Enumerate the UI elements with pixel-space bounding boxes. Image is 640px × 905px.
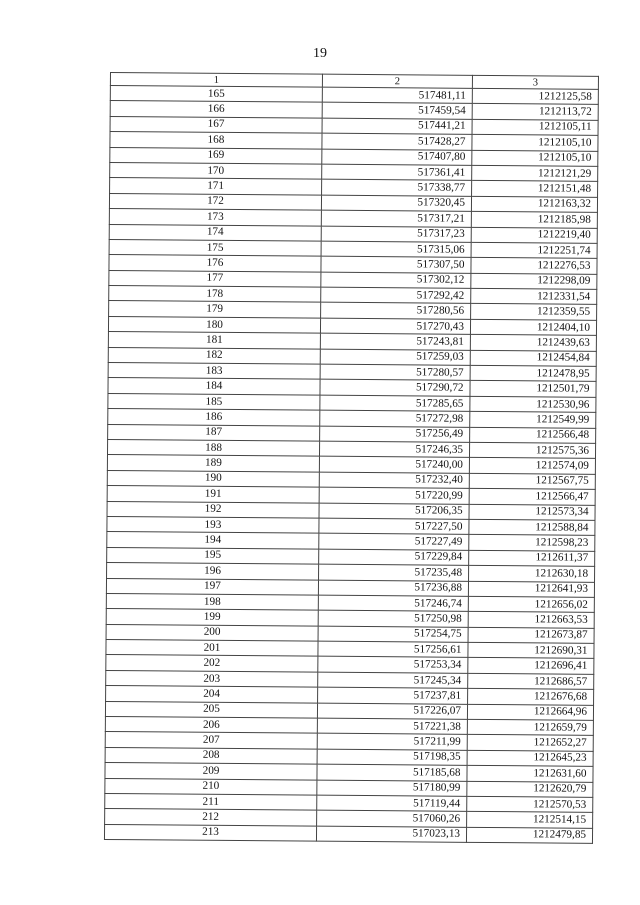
cell-point-number: 186	[108, 409, 320, 426]
cell-x-coordinate: 517220,99	[319, 487, 469, 504]
cell-x-coordinate: 517338,77	[322, 180, 472, 197]
cell-point-number: 180	[108, 316, 320, 333]
cell-x-coordinate: 517211,99	[317, 734, 467, 751]
cell-y-coordinate: 1212105,10	[472, 150, 598, 166]
cell-point-number: 204	[106, 686, 318, 703]
cell-x-coordinate: 517428,27	[322, 133, 472, 150]
cell-y-coordinate: 1212298,09	[471, 273, 597, 289]
cell-x-coordinate: 517270,43	[320, 318, 470, 335]
cell-point-number: 191	[107, 486, 319, 503]
cell-y-coordinate: 1212185,98	[471, 211, 597, 227]
cell-x-coordinate: 517235,48	[319, 564, 469, 581]
cell-y-coordinate: 1212574,09	[469, 458, 595, 474]
cell-y-coordinate: 1212404,10	[470, 319, 596, 335]
cell-y-coordinate: 1212478,95	[470, 365, 596, 381]
cell-point-number: 203	[106, 670, 318, 687]
cell-point-number: 177	[109, 270, 321, 287]
cell-point-number: 185	[108, 393, 320, 410]
cell-x-coordinate: 517272,98	[320, 410, 470, 427]
cell-x-coordinate: 517256,49	[320, 426, 470, 443]
cell-x-coordinate: 517198,35	[317, 749, 467, 766]
cell-x-coordinate: 517246,74	[318, 595, 468, 612]
cell-x-coordinate: 517292,42	[321, 287, 471, 304]
cell-y-coordinate: 1212113,72	[472, 104, 598, 120]
cell-x-coordinate: 517317,21	[321, 210, 471, 227]
cell-y-coordinate: 1212105,10	[472, 135, 598, 151]
cell-point-number: 206	[105, 716, 317, 733]
cell-point-number: 182	[108, 347, 320, 364]
cell-point-number: 212	[105, 809, 317, 826]
cell-point-number: 189	[107, 455, 319, 472]
cell-y-coordinate: 1212598,23	[469, 535, 595, 551]
cell-x-coordinate: 517259,03	[320, 349, 470, 366]
cell-y-coordinate: 1212566,48	[470, 427, 596, 443]
cell-x-coordinate: 517243,81	[320, 333, 470, 350]
cell-y-coordinate: 1212690,31	[468, 642, 594, 658]
cell-point-number: 183	[108, 363, 320, 380]
cell-y-coordinate: 1212673,87	[468, 627, 594, 643]
cell-point-number: 202	[106, 655, 318, 672]
cell-y-coordinate: 1212331,54	[471, 288, 597, 304]
cell-point-number: 173	[109, 209, 321, 226]
cell-x-coordinate: 517290,72	[320, 380, 470, 397]
cell-y-coordinate: 1212630,18	[469, 565, 595, 581]
cell-x-coordinate: 517226,07	[317, 703, 467, 720]
cell-x-coordinate: 517407,80	[322, 149, 472, 166]
cell-x-coordinate: 517236,88	[318, 580, 468, 597]
cell-point-number: 181	[108, 332, 320, 349]
cell-point-number: 194	[107, 532, 319, 549]
cell-x-coordinate: 517245,34	[318, 672, 468, 689]
cell-point-number: 171	[110, 178, 322, 195]
cell-x-coordinate: 517280,56	[321, 303, 471, 320]
cell-point-number: 176	[109, 255, 321, 272]
cell-x-coordinate: 517250,98	[318, 610, 468, 627]
cell-y-coordinate: 1212663,53	[468, 612, 594, 628]
cell-y-coordinate: 1212611,37	[469, 550, 595, 566]
cell-x-coordinate: 517307,50	[321, 256, 471, 273]
cell-point-number: 178	[109, 286, 321, 303]
cell-y-coordinate: 1212121,29	[472, 165, 598, 181]
cell-x-coordinate: 517119,44	[317, 795, 467, 812]
cell-y-coordinate: 1212656,02	[468, 596, 594, 612]
cell-y-coordinate: 1212645,23	[467, 750, 593, 766]
cell-y-coordinate: 1212641,93	[468, 581, 594, 597]
cell-x-coordinate: 517185,68	[317, 764, 467, 781]
cell-point-number: 188	[107, 439, 319, 456]
cell-point-number: 195	[107, 547, 319, 564]
cell-y-coordinate: 1212567,75	[469, 473, 595, 489]
cell-x-coordinate: 517254,75	[318, 626, 468, 643]
cell-x-coordinate: 517246,35	[319, 441, 469, 458]
page-number: 19	[313, 46, 327, 61]
cell-y-coordinate: 1212454,84	[470, 350, 596, 366]
cell-y-coordinate: 1212659,79	[467, 719, 593, 735]
cell-point-number: 168	[110, 132, 322, 149]
cell-x-coordinate: 517481,11	[322, 87, 472, 104]
cell-y-coordinate: 1212588,84	[469, 519, 595, 535]
cell-point-number: 190	[107, 470, 319, 487]
cell-point-number: 172	[109, 193, 321, 210]
cell-y-coordinate: 1212566,47	[469, 488, 595, 504]
cell-point-number: 193	[107, 516, 319, 533]
cell-x-coordinate: 517285,65	[320, 395, 470, 412]
cell-y-coordinate: 1212573,34	[469, 504, 595, 520]
cell-y-coordinate: 1212575,36	[469, 442, 595, 458]
cell-y-coordinate: 1212514,15	[467, 812, 593, 828]
cell-x-coordinate: 517317,23	[321, 226, 471, 243]
cell-y-coordinate: 1212163,32	[471, 196, 597, 212]
cell-point-number: 165	[110, 86, 322, 103]
cell-x-coordinate: 517253,34	[318, 657, 468, 674]
cell-y-coordinate: 1212620,79	[467, 781, 593, 797]
cell-y-coordinate: 1212652,27	[467, 735, 593, 751]
cell-y-coordinate: 1212439,63	[470, 335, 596, 351]
table-body	[104, 86, 598, 844]
cell-y-coordinate: 1212276,53	[471, 258, 597, 274]
cell-point-number: 179	[109, 301, 321, 318]
column-header-x-coordinate: 2	[322, 74, 472, 88]
cell-x-coordinate: 517206,35	[319, 503, 469, 520]
cell-point-number: 169	[110, 147, 322, 164]
cell-point-number: 187	[108, 424, 320, 441]
cell-point-number: 174	[109, 224, 321, 241]
cell-point-number: 170	[110, 162, 322, 179]
coordinates-table-container	[104, 72, 598, 844]
cell-y-coordinate: 1212676,68	[468, 689, 594, 705]
column-header-point-number: 1	[110, 73, 322, 88]
cell-point-number: 192	[107, 501, 319, 518]
cell-y-coordinate: 1212664,96	[467, 704, 593, 720]
cell-x-coordinate: 517320,45	[321, 195, 471, 212]
cell-point-number: 209	[105, 763, 317, 780]
cell-x-coordinate: 517180,99	[317, 780, 467, 797]
cell-x-coordinate: 517441,21	[322, 118, 472, 135]
cell-y-coordinate: 1212219,40	[471, 227, 597, 243]
cell-y-coordinate: 1212125,58	[472, 88, 598, 104]
cell-point-number: 175	[109, 239, 321, 256]
cell-point-number: 207	[105, 732, 317, 749]
cell-point-number: 196	[107, 563, 319, 580]
coordinates-table	[104, 72, 599, 844]
cell-point-number: 167	[110, 116, 322, 133]
cell-point-number: 208	[105, 747, 317, 764]
cell-x-coordinate: 517023,13	[316, 826, 466, 843]
cell-y-coordinate: 1212686,57	[468, 673, 594, 689]
cell-point-number: 201	[106, 640, 318, 657]
cell-y-coordinate: 1212251,74	[471, 242, 597, 258]
cell-point-number: 213	[104, 824, 316, 841]
cell-y-coordinate: 1212501,79	[470, 381, 596, 397]
cell-x-coordinate: 517229,84	[319, 549, 469, 566]
cell-x-coordinate: 517315,06	[321, 241, 471, 258]
cell-x-coordinate: 517459,54	[322, 103, 472, 120]
cell-x-coordinate: 517221,38	[317, 718, 467, 735]
cell-x-coordinate: 517237,81	[318, 687, 468, 704]
table-row	[104, 824, 592, 843]
cell-y-coordinate: 1212479,85	[466, 827, 592, 843]
cell-x-coordinate: 517227,50	[319, 518, 469, 535]
column-header-y-coordinate: 3	[472, 75, 598, 89]
cell-point-number: 200	[106, 624, 318, 641]
cell-x-coordinate: 517232,40	[319, 472, 469, 489]
cell-y-coordinate: 1212549,99	[470, 412, 596, 428]
cell-y-coordinate: 1212631,60	[467, 766, 593, 782]
cell-y-coordinate: 1212530,96	[470, 396, 596, 412]
cell-point-number: 166	[110, 101, 322, 118]
cell-y-coordinate: 1212151,48	[472, 181, 598, 197]
cell-x-coordinate: 517240,00	[319, 457, 469, 474]
cell-x-coordinate: 517280,57	[320, 364, 470, 381]
cell-point-number: 198	[106, 593, 318, 610]
cell-point-number: 211	[105, 793, 317, 810]
cell-y-coordinate: 1212570,53	[467, 796, 593, 812]
cell-x-coordinate: 517302,12	[321, 272, 471, 289]
cell-point-number: 184	[108, 378, 320, 395]
cell-x-coordinate: 517060,26	[317, 811, 467, 828]
cell-x-coordinate: 517361,41	[322, 164, 472, 181]
cell-point-number: 205	[105, 701, 317, 718]
cell-x-coordinate: 517256,61	[318, 641, 468, 658]
cell-y-coordinate: 1212696,41	[468, 658, 594, 674]
cell-point-number: 210	[105, 778, 317, 795]
cell-y-coordinate: 1212359,55	[471, 304, 597, 320]
cell-point-number: 197	[106, 578, 318, 595]
cell-point-number: 199	[106, 609, 318, 626]
cell-x-coordinate: 517227,49	[319, 533, 469, 550]
cell-y-coordinate: 1212105,11	[472, 119, 598, 135]
